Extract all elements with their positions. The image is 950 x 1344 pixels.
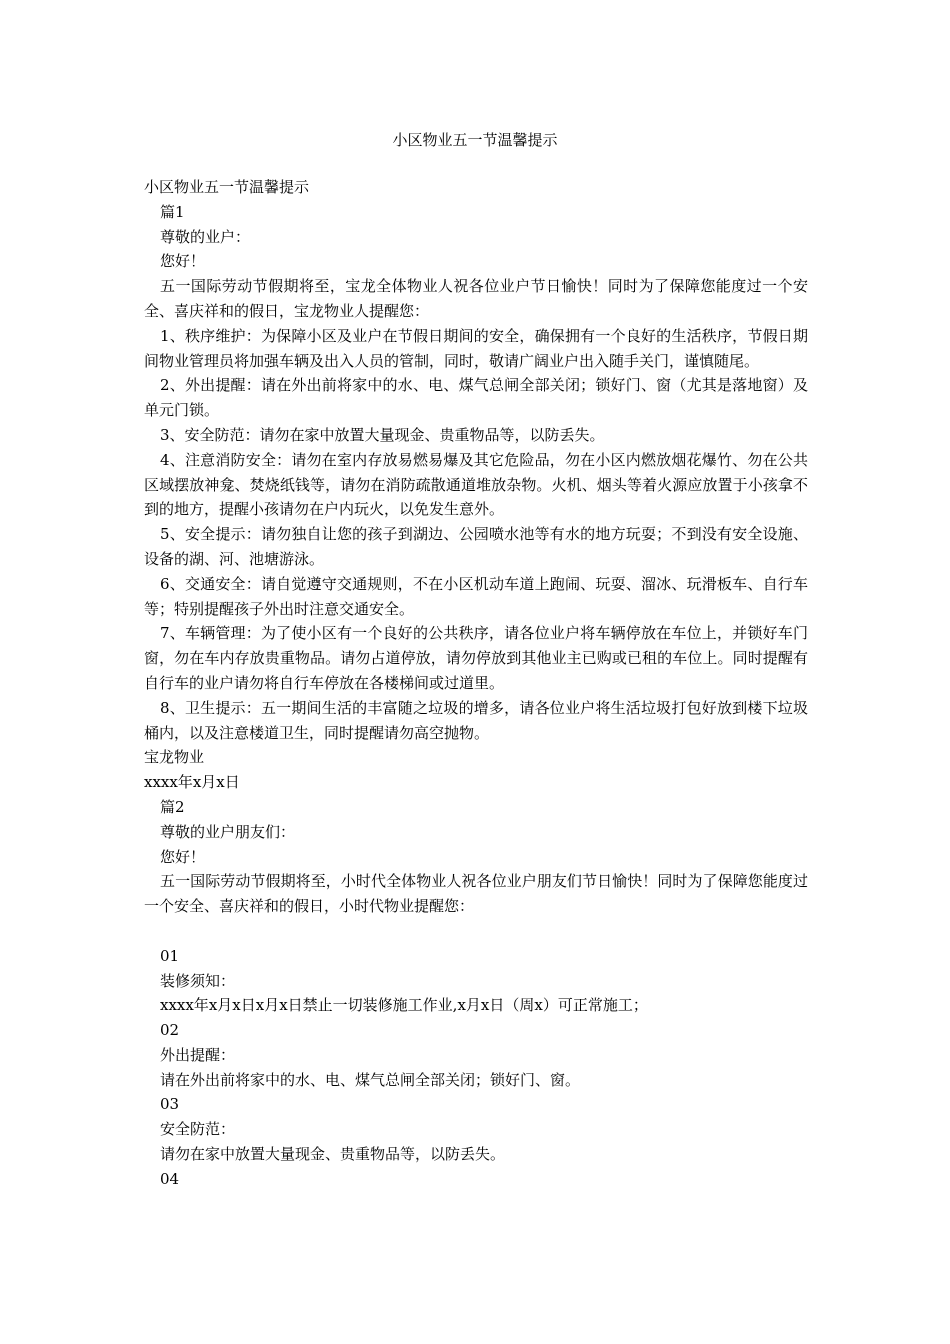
paragraph: 请勿在家中放置大量现金、贵重物品等，以防丢失。: [160, 1145, 506, 1164]
paragraph: 宝龙物业: [144, 748, 205, 767]
paragraph: 请在外出前将家中的水、电、煤气总闸全部关闭；锁好门、窗。: [160, 1070, 581, 1089]
paragraph: 您好！: [160, 252, 206, 271]
paragraph: 6、交通安全：请自觉遵守交通规则，不在小区机动车道上跑闹、玩耍、溜冰、玩滑板车、自行车等；特别提醒孩子外出时注意交通安全。: [144, 574, 808, 618]
paragraph: 1、秩序维护：为保障小区及业户在节假日期间的安全，确保拥有一个良好的生活秩序，节假日期间物业管理员将加强车辆及出入人员的管制，同时，敬请广阔业户出入随手关门，谨慎随尾。: [144, 326, 808, 370]
paragraph: 篇1: [160, 202, 185, 221]
paragraph: 尊敬的业户：: [160, 227, 251, 246]
paragraph: 篇2: [160, 797, 185, 816]
paragraph: 8、卫生提示：五一期间生活的丰富随之垃圾的增多，请各位业户将生活垃圾打包好放到楼下垃圾桶内，以及注意楼道卫生，同时提醒请勿高空抛物。: [144, 698, 808, 742]
document-body: [144, 175, 808, 1192]
paragraph: 装修须知：: [160, 971, 236, 990]
paragraph: 7、车辆管理：为了使小区有一个良好的公共秩序，请各位业户将车辆停放在车位上，并锁好车门窗，勿在车内存放贵重物品。请勿占道停放，请勿停放到其他业主已购或已租的车位上。同时提醒有自行车的业户请勿将自行车停放在各楼梯间或过道里。: [144, 624, 808, 692]
document-title: 小区物业五一节温馨提示: [392, 131, 558, 149]
paragraph: 04: [160, 1169, 180, 1188]
paragraph: 尊敬的业户朋友们：: [160, 822, 296, 841]
paragraph: xxxx年x月x日: [144, 773, 240, 792]
paragraph: 01: [160, 946, 180, 965]
paragraph: 小区物业五一节温馨提示: [144, 178, 310, 196]
paragraph: xxxx年x月x日x月x日禁止一切装修施工作业,x月x日（周x）可正常施工；: [160, 996, 648, 1015]
paragraph: 安全防范：: [160, 1120, 236, 1139]
paragraph: 5、安全提示：请勿独自让您的孩子到湖边、公园喷水池等有水的地方玩耍；不到没有安全设施、设备的湖、河、池塘游泳。: [144, 525, 808, 568]
paragraph: 02: [160, 1021, 180, 1040]
paragraph: 外出提醒：: [160, 1045, 236, 1064]
paragraph: 4、注意消防安全：请勿在室内存放易燃易爆及其它危险品，勿在小区内燃放烟花爆竹、勿在公共区域摆放神龛、焚烧纸钱等，请勿在消防疏散通道堆放杂物。火机、烟头等着火源应放置于小孩拿不到的地方，提醒小孩请勿在户内玩火，以免发生意外。: [144, 450, 808, 519]
paragraph: 03: [160, 1095, 180, 1114]
paragraph: 五一国际劳动节假期将至，宝龙全体物业人祝各位业户节日愉快！同时为了保障您能度过一个安全、喜庆祥和的假日，宝龙物业人提醒您：: [144, 277, 808, 320]
paragraph: 五一国际劳动节假期将至，小时代全体物业人祝各位业户朋友们节日愉快！同时为了保障您能度过一个安全、喜庆祥和的假日，小时代物业提醒您：: [144, 872, 808, 916]
blank-line: [144, 919, 808, 944]
paragraph: 3、安全防范：请勿在家中放置大量现金、贵重物品等，以防丢失。: [160, 425, 605, 444]
paragraph: 您好！: [160, 847, 206, 866]
paragraph: 2、外出提醒：请在外出前将家中的水、电、煤气总闸全部关闭；锁好门、窗（尤其是落地窗）及单元门锁。: [144, 376, 808, 420]
